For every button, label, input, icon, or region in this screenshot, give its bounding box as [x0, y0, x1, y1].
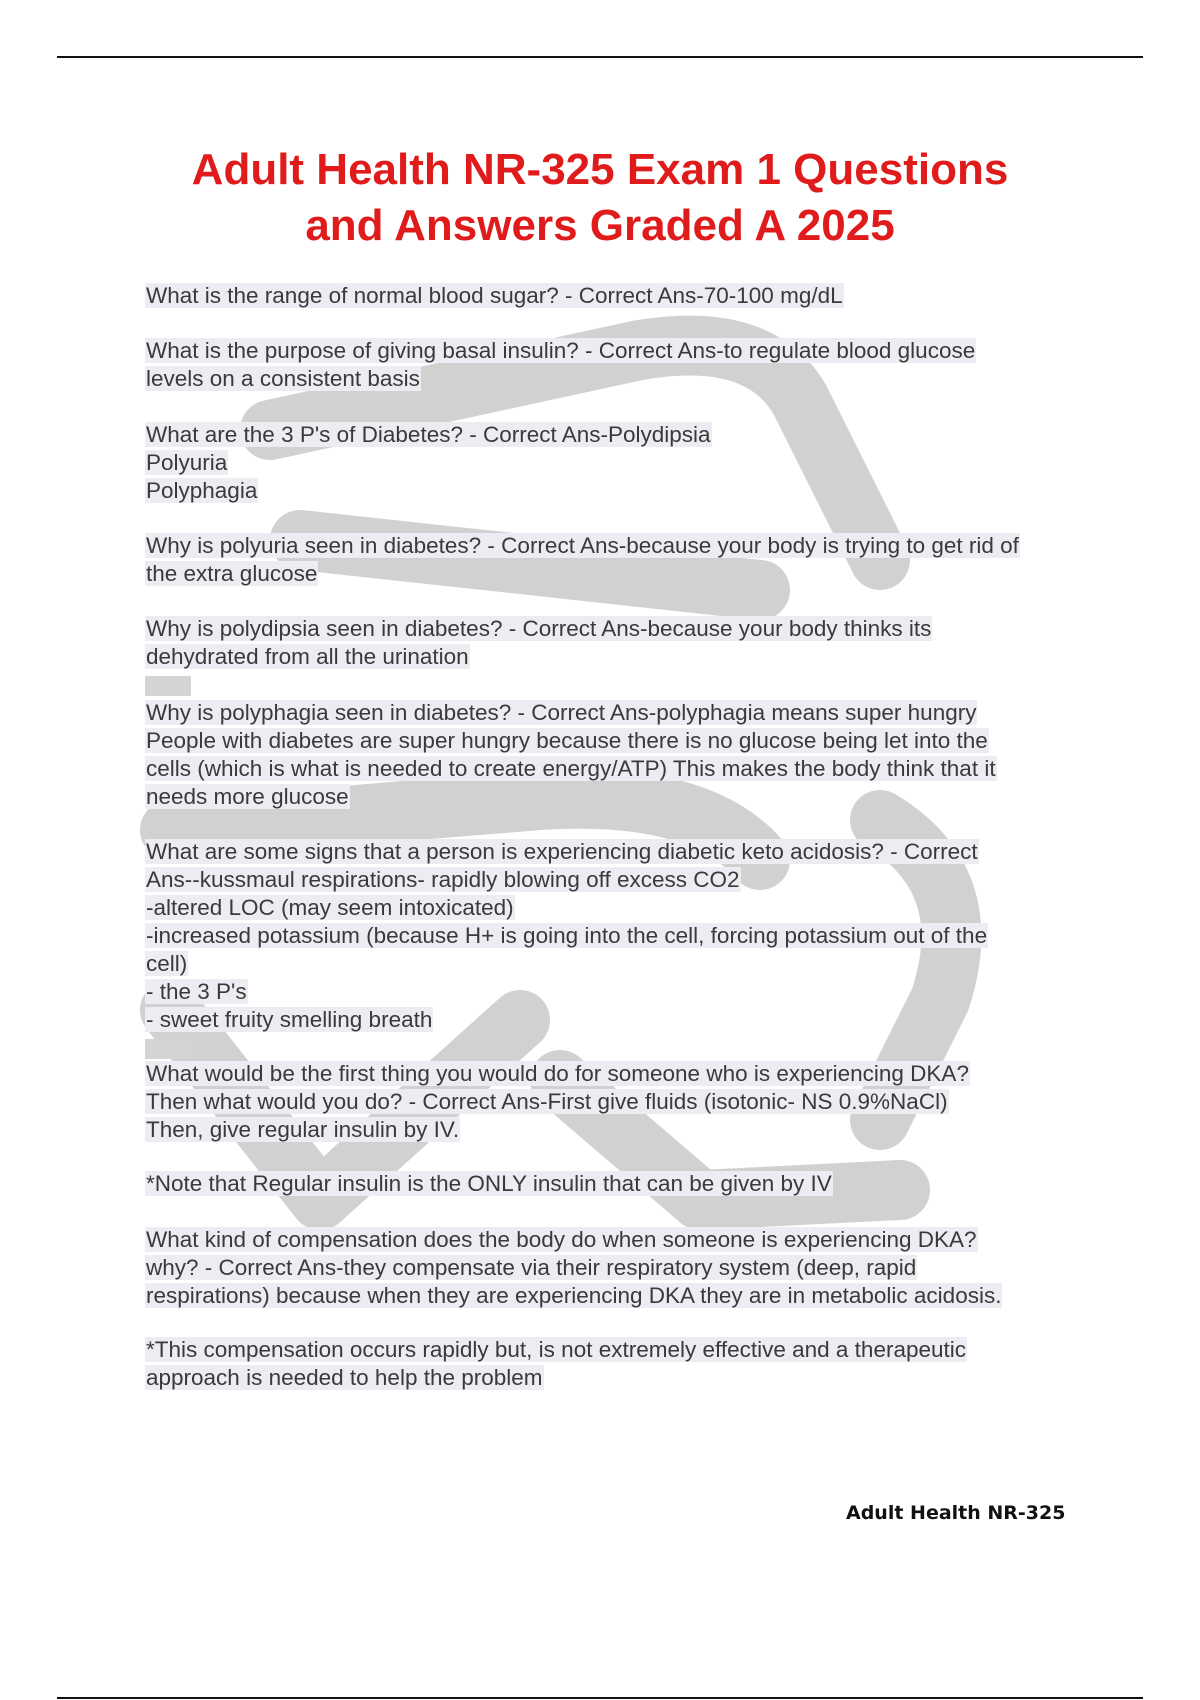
qa-line: Then, give regular insulin by IV. [146, 1117, 460, 1142]
page-footer: Adult Health NR-325 [846, 1502, 1066, 1524]
bottom-rule [57, 1697, 1143, 1699]
qa-line: cell) [146, 951, 188, 976]
qa-line: needs more glucose [146, 784, 349, 809]
qa-line: Then what would you do? - Correct Ans-First give fluids (isotonic- NS 0.9%NaCl) [146, 1089, 948, 1114]
qa-line: cells (which is what is needed to create energy/ATP) This makes the body think that it [146, 756, 996, 781]
title-line-1: Adult Health NR-325 Exam 1 Questions [191, 145, 1009, 194]
qa-line: Polyuria [146, 450, 228, 475]
qa-line: *This compensation occurs rapidly but, is not extremely effective and a therapeutic [146, 1337, 967, 1362]
title-line-2: and Answers Graded A 2025 [305, 201, 895, 250]
qa-line: *Note that Regular insulin is the ONLY insulin that can be given by IV [146, 1171, 832, 1196]
qa-line: Why is polydipsia seen in diabetes? - Correct Ans-because your body thinks its [146, 616, 932, 641]
qa-line: - sweet fruity smelling breath [146, 1007, 433, 1032]
qa-line: What are some signs that a person is experiencing diabetic keto acidosis? - Correct [146, 839, 978, 864]
qa-item [145, 532, 1105, 588]
qa-line: levels on a consistent basis [146, 366, 420, 391]
qa-item [145, 1226, 1105, 1310]
qa-item [145, 1170, 1105, 1198]
qa-item [145, 337, 1105, 393]
qa-line: What is the purpose of giving basal insulin? - Correct Ans-to regulate blood glucose [146, 338, 976, 363]
qa-item [145, 1060, 1105, 1144]
qa-line: People with diabetes are super hungry because there is no glucose being let into the [146, 728, 988, 753]
qa-line: What kind of compensation does the body do when someone is experiencing DKA? [146, 1227, 977, 1252]
qa-line: Why is polyphagia seen in diabetes? - Correct Ans-polyphagia means super hungry [146, 700, 977, 725]
qa-line: respirations) because when they are experiencing DKA they are in metabolic acidosis. [146, 1283, 1002, 1308]
qa-line: What is the range of normal blood sugar? - Correct Ans-70-100 mg/dL [146, 283, 843, 308]
qa-line: -altered LOC (may seem intoxicated) [146, 895, 514, 920]
qa-line: What would be the first thing you would do for someone who is experiencing DKA? [146, 1061, 969, 1086]
qa-line: approach is needed to help the problem [146, 1365, 543, 1390]
qa-item [145, 1336, 1105, 1392]
highlight-block [145, 1039, 191, 1059]
qa-line: -increased potassium (because H+ is going into the cell, forcing potassium out of the [146, 923, 988, 948]
qa-item [145, 421, 1105, 505]
top-rule [57, 56, 1143, 58]
qa-line: - the 3 P's [146, 979, 247, 1004]
qa-item [145, 615, 1105, 699]
qa-line: the extra glucose [146, 561, 318, 586]
qa-item [145, 699, 1105, 811]
qa-item [145, 282, 1105, 310]
qa-line: Why is polyuria seen in diabetes? - Correct Ans-because your body is trying to get rid of [146, 533, 1019, 558]
qa-line: Ans--kussmaul respirations- rapidly blowing off excess CO2 [146, 867, 740, 892]
qa-line: Polyphagia [146, 478, 258, 503]
qa-item [145, 838, 1105, 1062]
highlight-block [145, 676, 191, 696]
document-title [130, 142, 1070, 254]
qa-line: What are the 3 P's of Diabetes? - Correct Ans-Polydipsia [146, 422, 711, 447]
qa-line: why? - Correct Ans-they compensate via their respiratory system (deep, rapid [146, 1255, 917, 1280]
qa-line: dehydrated from all the urination [146, 644, 469, 669]
